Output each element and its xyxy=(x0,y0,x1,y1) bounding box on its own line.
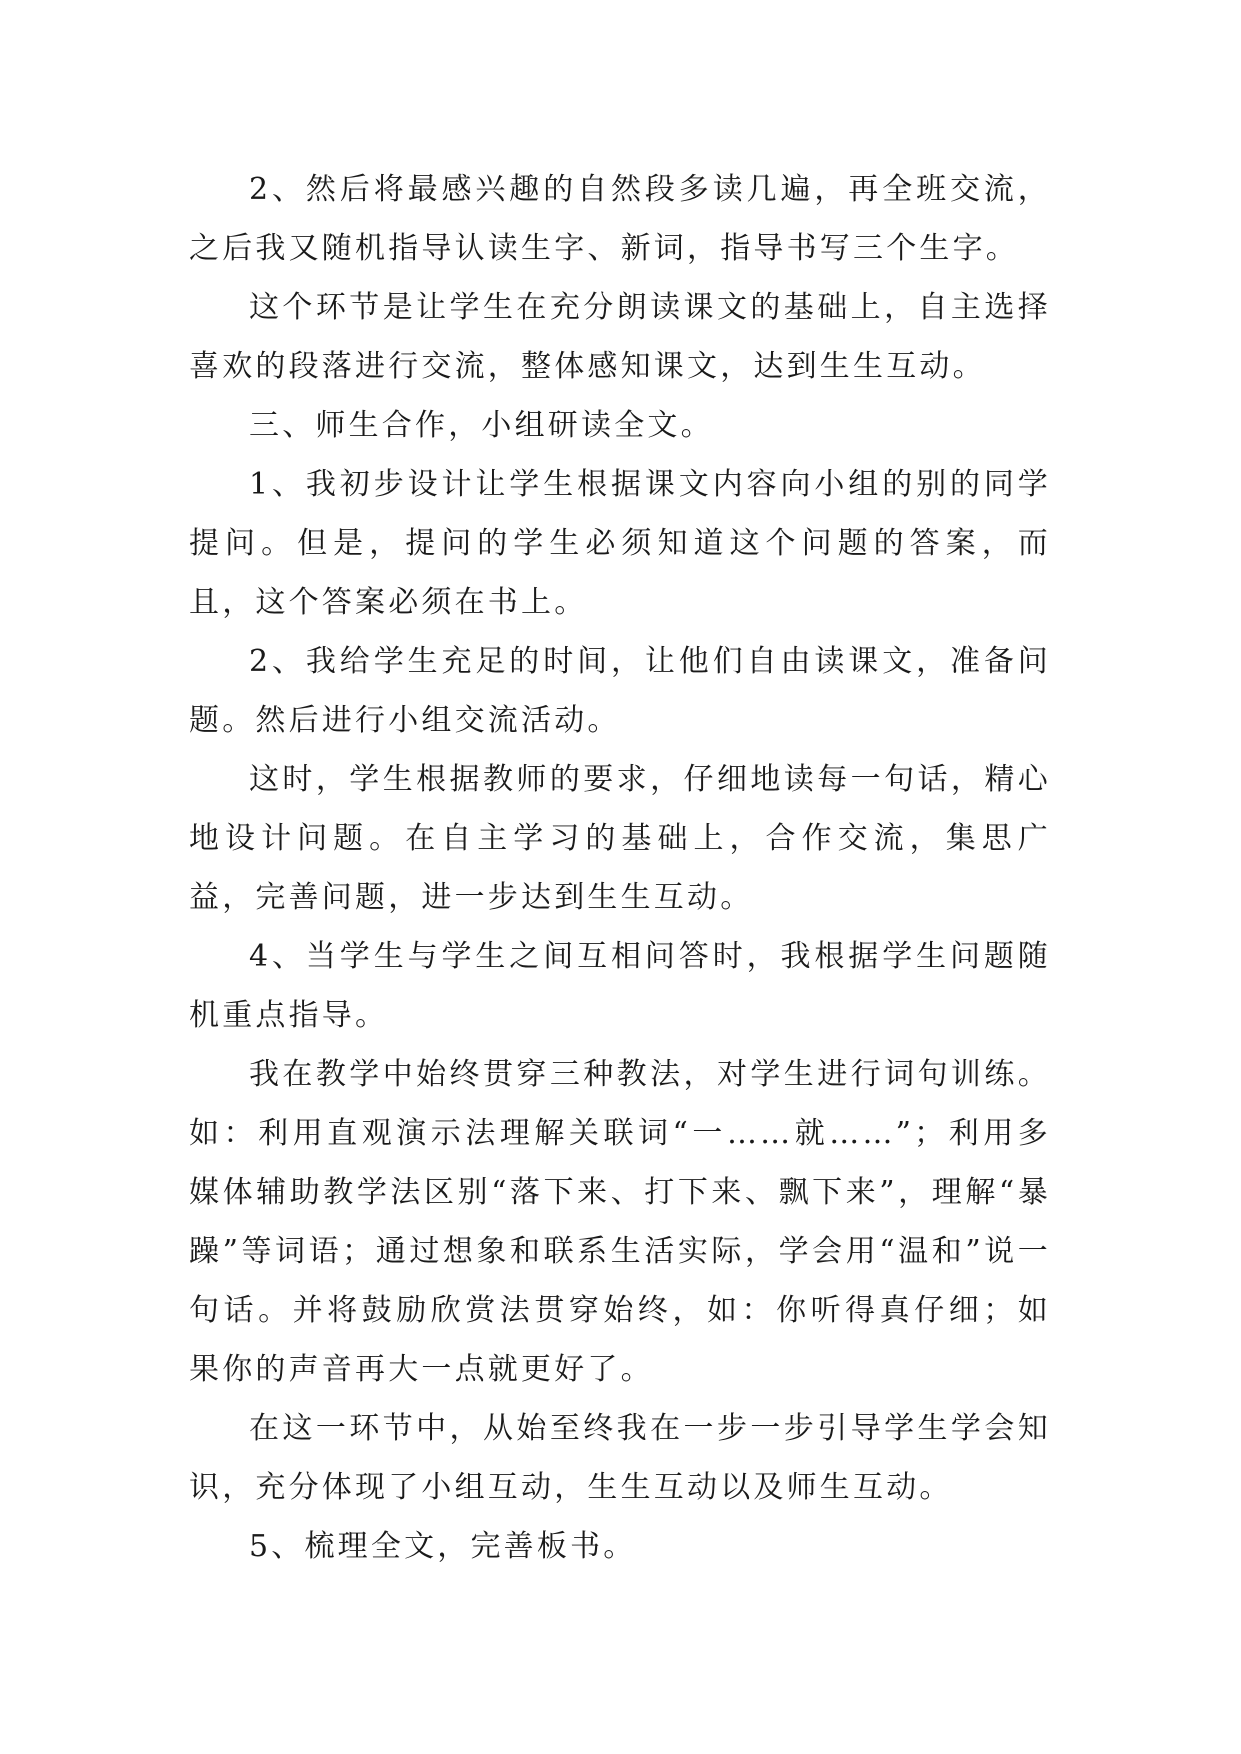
paragraph-10: 5、梳理全文，完善板书。 xyxy=(249,1529,637,1564)
paragraph-7: 4、当学生与学生之间互相问答时，我根据学生问题随机重点指导。 xyxy=(189,939,1051,1033)
document-body xyxy=(189,160,1051,1576)
paragraph-8: 我在教学中始终贯穿三种教法，对学生进行词句训练。如：利用直观演示法理解关联词“一……就……”；利用多媒体辅助教学法区别“落下来、打下来、飘下来”，理解“暴躁”等词语；通过想象和联系生活实际，学会用“温和”说一句话。并将鼓励欣赏法贯穿始终，如：你听得真仔细；如果你的声音再大一点就更好了。 xyxy=(189,1057,1051,1387)
paragraph-1: 2、然后将最感兴趣的自然段多读几遍，再全班交流，之后我又随机指导认读生字、新词，指导书写三个生字。 xyxy=(189,172,1051,266)
paragraph-3: 三、师生合作，小组研读全文。 xyxy=(249,408,714,443)
paragraph-4: 1、我初步设计让学生根据课文内容向小组的别的同学提问。但是，提问的学生必须知道这个问题的答案，而且，这个答案必须在书上。 xyxy=(189,467,1051,620)
paragraph-9: 在这一环节中，从始至终我在一步一步引导学生学会知识，充分体现了小组互动，生生互动以及师生互动。 xyxy=(189,1411,1051,1505)
paragraph-5: 2、我给学生充足的时间，让他们自由读课文，准备问题。然后进行小组交流活动。 xyxy=(189,644,1051,738)
paragraph-6: 这时，学生根据教师的要求，仔细地读每一句话，精心地设计问题。在自主学习的基础上，合作交流，集思广益，完善问题，进一步达到生生互动。 xyxy=(189,762,1051,915)
paragraph-2: 这个环节是让学生在充分朗读课文的基础上，自主选择喜欢的段落进行交流，整体感知课文，达到生生互动。 xyxy=(189,290,1051,384)
